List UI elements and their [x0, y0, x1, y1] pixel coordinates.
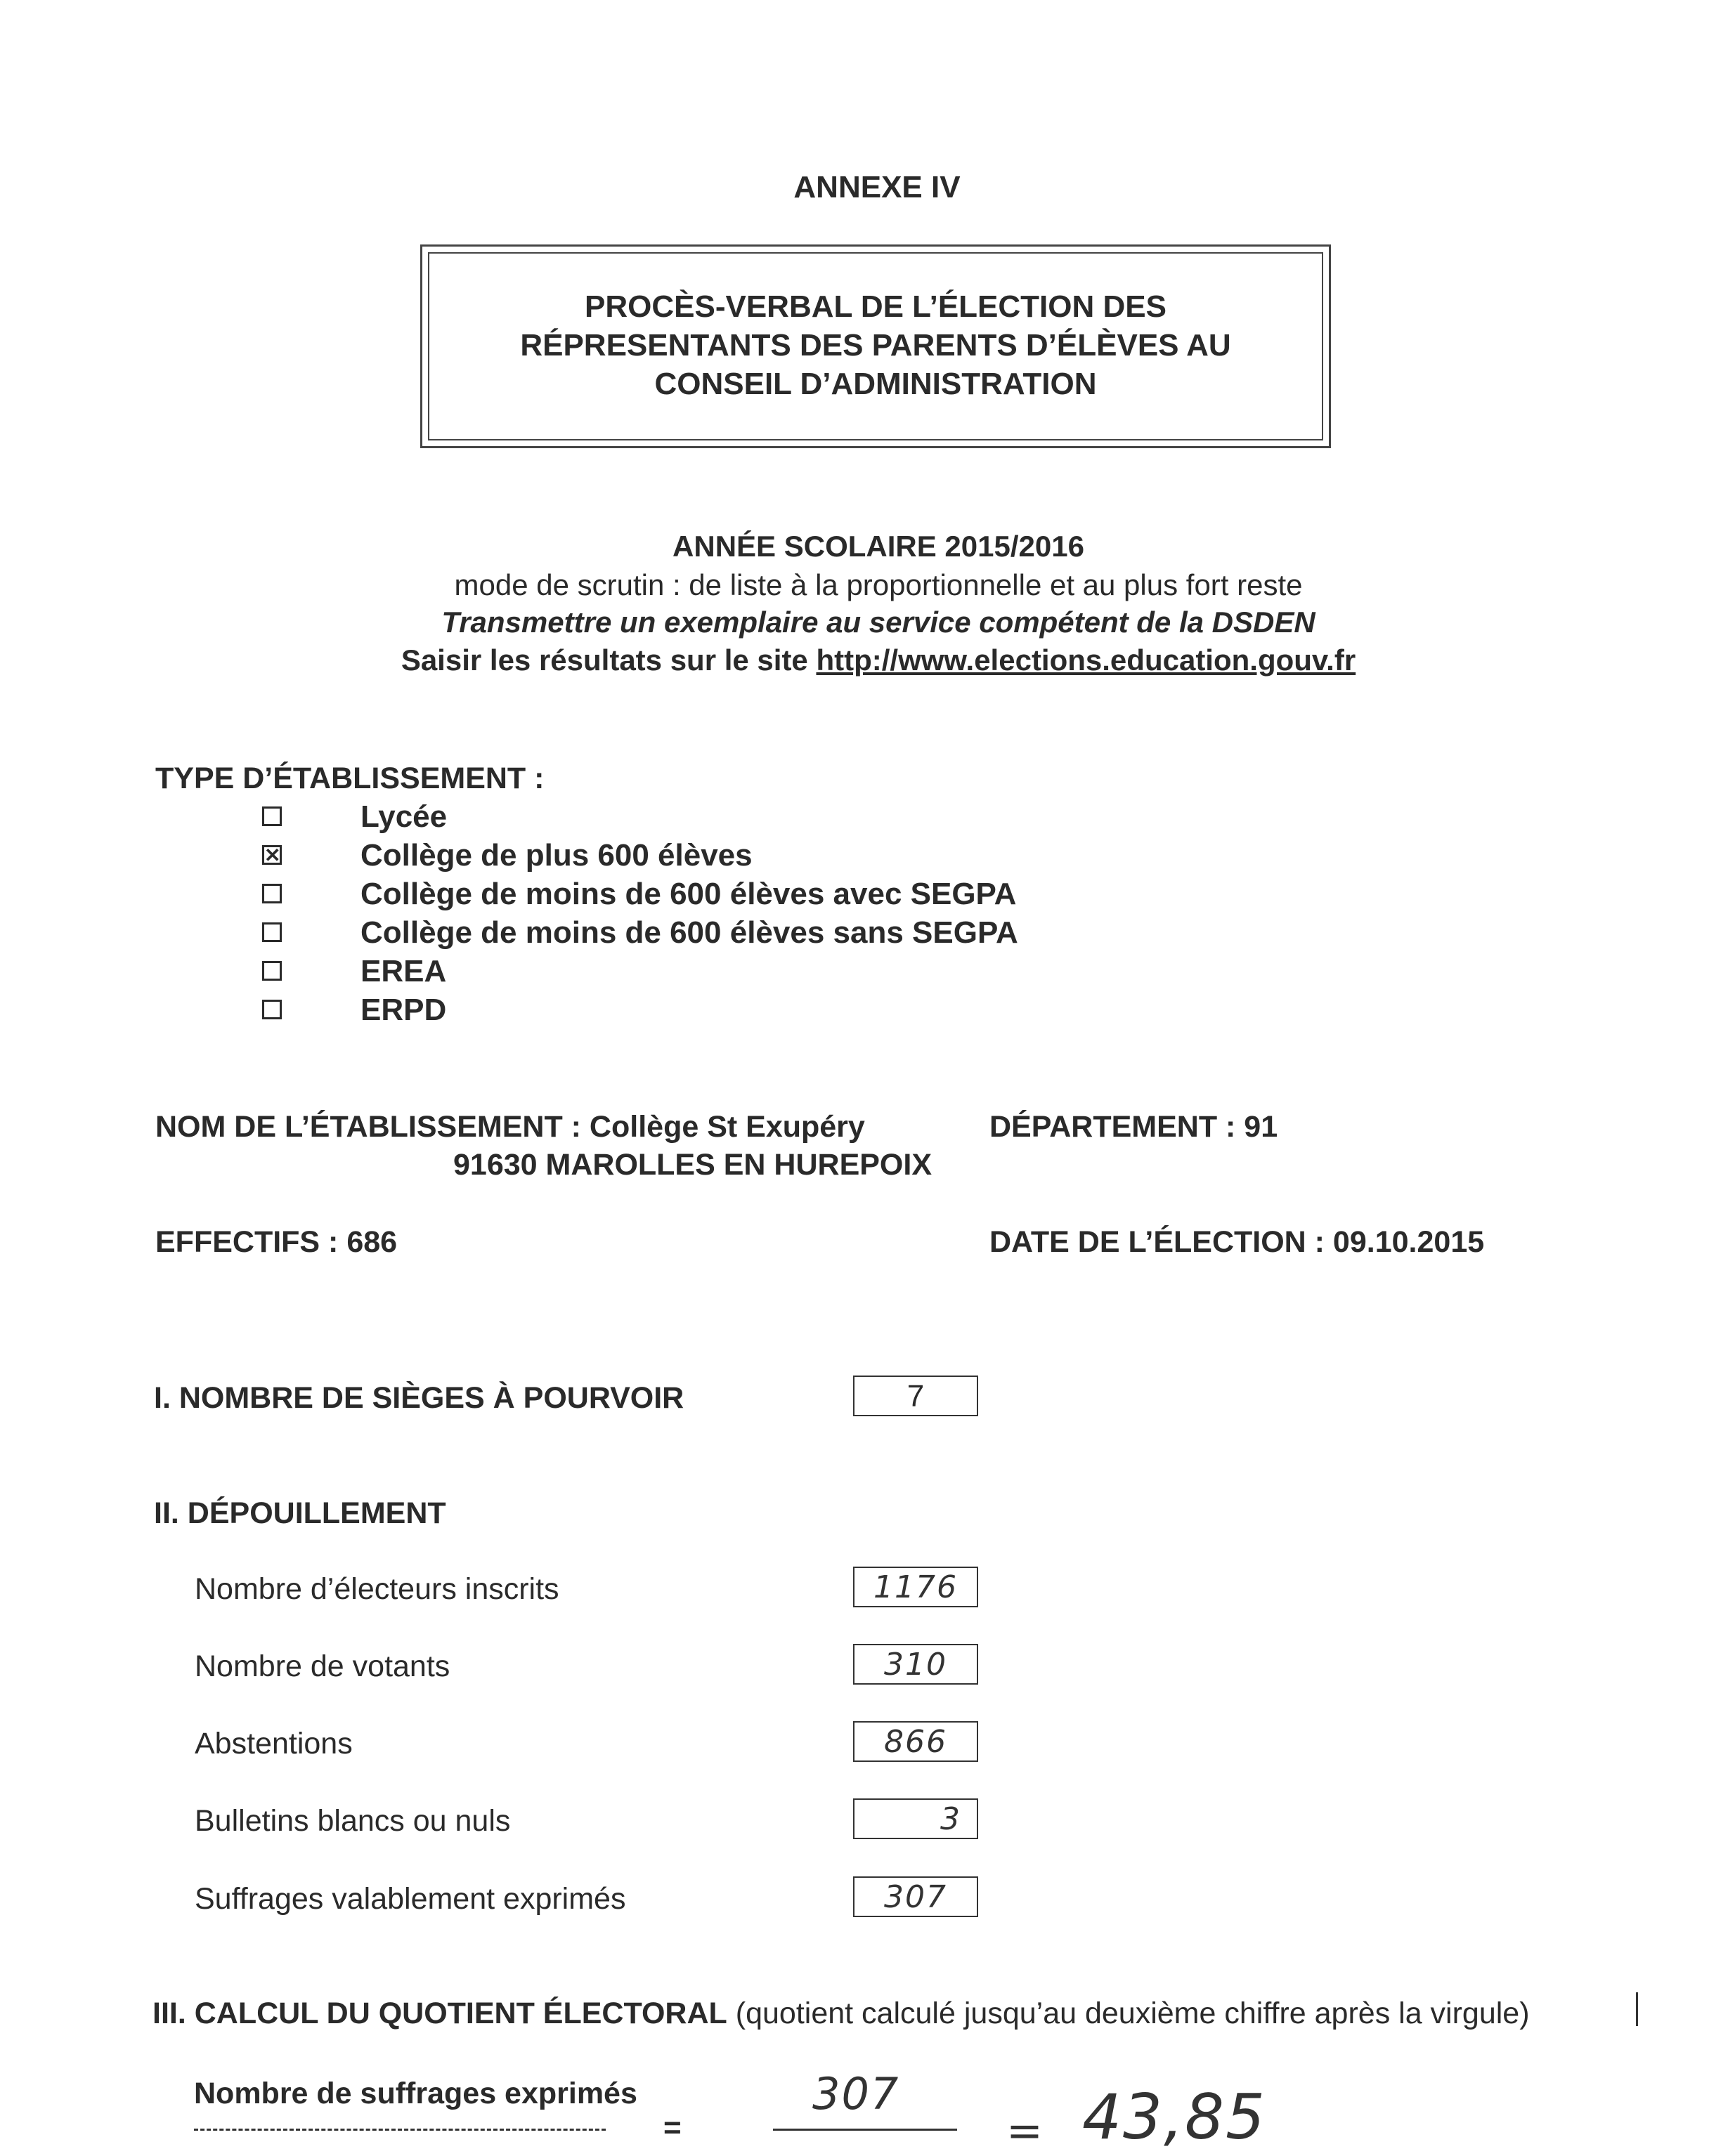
checkbox-mark: ✕	[264, 844, 281, 866]
checkbox-college-moins-600-avec-segpa[interactable]	[262, 884, 282, 903]
blank-null-ballots-value[interactable]: 3	[853, 1798, 978, 1839]
establishment-address: 91630 MAROLLES EN HUREPOIX	[453, 1148, 933, 1182]
school-year: ANNÉE SCOLAIRE 2015/2016	[672, 530, 1084, 563]
checkbox-erpd[interactable]	[262, 1000, 282, 1019]
results-instruction	[211, 643, 1546, 677]
option-label-college-plus-600: Collège de plus 600 élèves	[360, 838, 753, 873]
fraction-line	[773, 2129, 957, 2131]
abstentions-label: Abstentions	[195, 1727, 353, 1760]
annexe-heading: ANNEXE IV	[793, 170, 961, 204]
blank-null-ballots-label: Bulletins blancs ou nuls	[195, 1804, 511, 1838]
title-line-1: PROCÈS-VERBAL DE L’ÉLECTION DES	[585, 289, 1167, 324]
results-instruction-text: Saisir les résultats sur le site	[401, 643, 817, 677]
option-label-college-avec-segpa: Collège de moins de 600 élèves avec SEGPA	[360, 877, 1017, 911]
abstentions-value[interactable]: 866	[853, 1721, 978, 1762]
numerator-value: 307	[812, 2068, 900, 2119]
checkbox-lycee[interactable]	[262, 806, 282, 826]
section-2-counting-label: II. DÉPOUILLEMENT	[154, 1496, 446, 1530]
expressed-votes-numerator-label: Nombre de suffrages exprimés	[194, 2077, 637, 2110]
establishment-name: NOM DE L’ÉTABLISSEMENT : Collège St Exupéry	[155, 1110, 865, 1144]
seats-value-box[interactable]: 7	[853, 1376, 978, 1416]
margin-bar	[1636, 1992, 1638, 2026]
option-label-lycee: Lycée	[360, 799, 448, 834]
elections-website-link[interactable]: http://www.elections.education.gouv.fr	[816, 643, 1356, 677]
department: DÉPARTEMENT : 91	[989, 1110, 1278, 1144]
checkbox-college-moins-600-sans-segpa[interactable]	[262, 922, 282, 942]
section-3-label: III. CALCUL DU QUOTIENT ÉLECTORAL	[152, 1997, 727, 2030]
voters-value[interactable]: 310	[853, 1644, 978, 1685]
valid-votes-label: Suffrages valablement exprimés	[195, 1882, 626, 1916]
section-1-seats-label: I. NOMBRE DE SIÈGES À POURVOIR	[154, 1381, 684, 1415]
checkbox-erea[interactable]	[262, 961, 282, 981]
establishment-type-label: TYPE D’ÉTABLISSEMENT :	[155, 762, 545, 795]
registered-voters-value[interactable]: 1176	[853, 1567, 978, 1607]
election-date: DATE DE L’ÉLECTION : 09.10.2015	[989, 1225, 1485, 1259]
voting-mode: mode de scrutin : de liste à la proportionnelle et au plus fort reste	[454, 568, 1303, 601]
section-3-note: (quotient calculé jusqu’au deuxième chiffre après la virgule)	[735, 1997, 1530, 2030]
quotient-result: 43,85	[1082, 2081, 1266, 2153]
option-label-college-sans-segpa: Collège de moins de 600 élèves sans SEGPA	[360, 915, 1018, 950]
voters-label: Nombre de votants	[195, 1649, 450, 1683]
transmit-instruction: Transmettre un exemplaire au service compétent de la DSDEN	[441, 606, 1315, 639]
enrollment: EFFECTIFS : 686	[155, 1225, 398, 1259]
result-equals-sign: =	[1006, 2105, 1044, 2156]
registered-voters-label: Nombre d’électeurs inscrits	[195, 1572, 559, 1606]
option-label-erpd: ERPD	[360, 993, 447, 1027]
option-label-erea: EREA	[360, 954, 447, 988]
title-line-3: CONSEIL D’ADMINISTRATION	[654, 367, 1097, 401]
title-line-2: RÉPRESENTANTS DES PARENTS D’ÉLÈVES AU	[520, 328, 1231, 362]
equals-sign: =	[663, 2110, 682, 2145]
section-3-heading	[152, 1997, 1530, 2031]
valid-votes-value[interactable]: 307	[853, 1876, 978, 1917]
checkbox-college-plus-600[interactable]	[262, 845, 282, 865]
fraction-dashed-line	[194, 2129, 606, 2131]
